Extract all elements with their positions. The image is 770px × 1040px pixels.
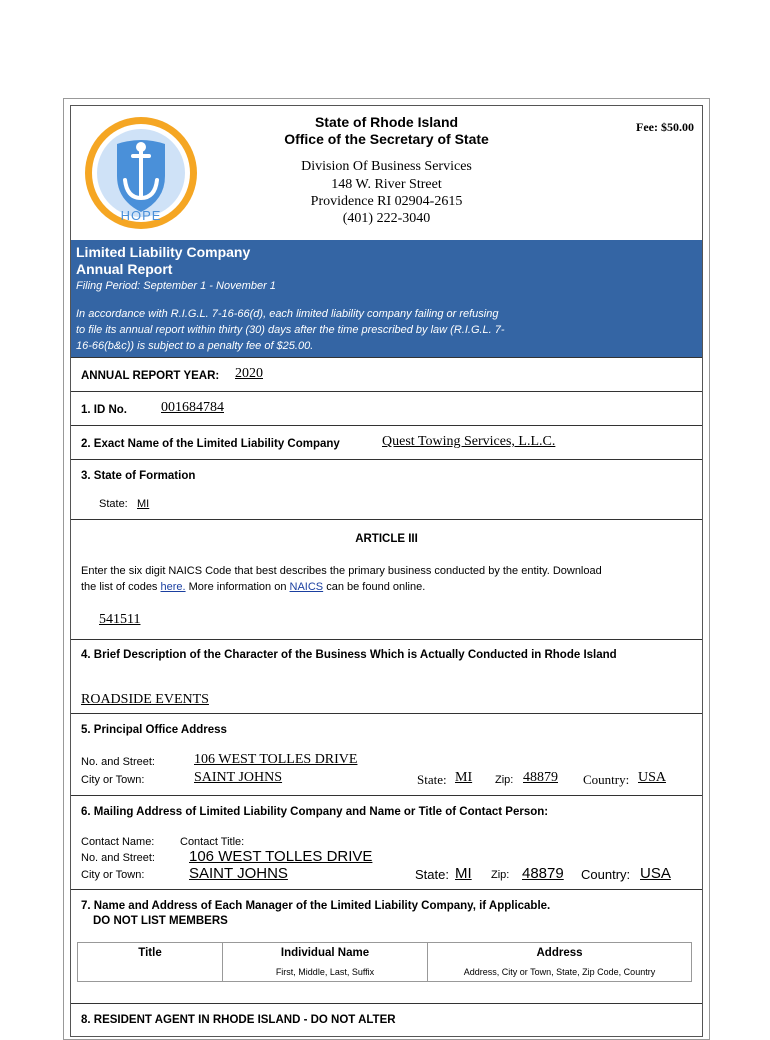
principal-state-value[interactable]: MI (455, 770, 473, 785)
formation-section (71, 459, 702, 520)
mailing-zip-value[interactable]: 48879 (522, 865, 564, 882)
managers-table (77, 942, 692, 982)
filing-period: Filing Period: September 1 - November 1 (76, 280, 276, 292)
principal-city-value[interactable]: SAINT JOHNS (194, 770, 283, 785)
col-address: Address Address, City or Town, State, Zip Code, Country (428, 943, 692, 982)
division-city: Providence RI 02904-2615 (310, 194, 463, 209)
form-inner (70, 105, 703, 1037)
contact-name-label: Contact Name: (81, 836, 155, 848)
llc-name-label: 2. Exact Name of the Limited Liability Company (81, 438, 340, 450)
col-address-sub: Address, City or Town, State, Zip Code, Country (463, 967, 656, 977)
mailing-state-label: State: (415, 867, 449, 882)
principal-country-label: Country: (583, 772, 630, 787)
svg-text:HOPE: HOPE (120, 208, 162, 223)
mailing-label: 6. Mailing Address of Limited Liability Company and Name or Title of Contact Person: (81, 806, 549, 818)
annual-report-form (63, 98, 710, 1040)
formation-state-value[interactable]: MI (137, 498, 150, 510)
business-section (71, 639, 702, 714)
article-section (71, 519, 702, 640)
mailing-city-value[interactable]: SAINT JOHNS (189, 865, 288, 882)
naics-codes-link[interactable]: here. (160, 581, 186, 593)
penalty-notice-line3: 16-66(b&c)) is subject to a penalty fee of $25.00. (76, 340, 314, 352)
penalty-notice-line1: In accordance with R.I.G.L. 7-16-66(d), each limited liability company failing or refusing (76, 308, 499, 320)
mailing-street-value[interactable]: 106 WEST TOLLES DRIVE (189, 848, 373, 865)
resident-agent-label: 8. RESIDENT AGENT IN RHODE ISLAND - DO NOT ALTER (81, 1014, 396, 1026)
managers-label: 7. Name and Address of Each Manager of the Limited Liability Company, if Applicable. (81, 900, 551, 912)
report-banner (71, 240, 702, 357)
principal-zip-label: Zip: (495, 774, 514, 786)
principal-country-value[interactable]: USA (638, 770, 667, 785)
id-value[interactable]: 001684784 (161, 400, 224, 415)
banner-title-line1: Limited Liability Company (76, 244, 251, 260)
principal-zip-value[interactable]: 48879 (523, 770, 558, 785)
principal-office-section (71, 713, 702, 796)
naics-instructions-line1: Enter the six digit NAICS Code that best describes the primary business conducted by the entity. Download (81, 565, 602, 577)
penalty-notice-line2: to file its annual report within thirty (30) days after the time prescribed by law (R.I.G.L. 7- (76, 324, 505, 336)
id-section (71, 391, 702, 426)
mailing-city-label: City or Town: (81, 869, 145, 881)
naics-instructions-line2: the list of codes here. More information on NAICS can be found online. (81, 581, 426, 593)
header-title-state: State of Rhode Island (314, 114, 459, 130)
fee-label: Fee: $50.00 (636, 120, 694, 134)
contact-title-label: Contact Title: (180, 836, 245, 848)
report-year-label: ANNUAL REPORT YEAR: (81, 370, 220, 382)
mailing-country-value[interactable]: USA (640, 865, 671, 882)
naics-info-link[interactable]: NAICS (289, 581, 324, 593)
formation-state-label: State: (99, 498, 128, 510)
mailing-state-value[interactable]: MI (455, 865, 472, 882)
report-year-value[interactable]: 2020 (235, 366, 263, 381)
division-name: Division Of Business Services (301, 159, 472, 174)
business-value[interactable]: ROADSIDE EVENTS (81, 692, 209, 707)
principal-street-value[interactable]: 106 WEST TOLLES DRIVE (194, 752, 358, 767)
principal-street-label: No. and Street: (81, 756, 155, 768)
col-name-sub: First, Middle, Last, Suffix (275, 967, 375, 977)
mailing-street-label: No. and Street: (81, 852, 155, 864)
principal-label: 5. Principal Office Address (81, 724, 227, 736)
llc-name-value[interactable]: Quest Towing Services, L.L.C. (382, 434, 556, 449)
principal-city-label: City or Town: (81, 774, 145, 786)
article-title: ARTICLE III (355, 533, 418, 545)
col-title: Title (78, 943, 223, 982)
division-phone: (401) 222-3040 (342, 211, 431, 226)
col-individual-name: Individual Name First, Middle, Last, Suffix (223, 943, 428, 982)
header-title-office: Office of the Secretary of State (284, 131, 489, 147)
llc-name-section (71, 425, 702, 460)
banner-title-line2: Annual Report (76, 261, 173, 277)
report-year-section (71, 357, 702, 392)
formation-label: 3. State of Formation (81, 470, 196, 482)
naics-code-value[interactable]: 541511 (99, 612, 141, 627)
business-label: 4. Brief Description of the Character of the Business Which is Actually Conducted in Rhode Island (81, 649, 617, 661)
mailing-address-section (71, 795, 702, 890)
division-street: 148 W. River Street (331, 177, 442, 192)
id-label: 1. ID No. (81, 404, 128, 416)
resident-agent-section (71, 1003, 702, 1037)
mailing-country-label: Country: (581, 867, 631, 882)
table-row (78, 943, 692, 982)
mailing-zip-label: Zip: (491, 869, 510, 881)
principal-state-label: State: (417, 772, 447, 787)
managers-warning: DO NOT LIST MEMBERS (93, 915, 228, 927)
